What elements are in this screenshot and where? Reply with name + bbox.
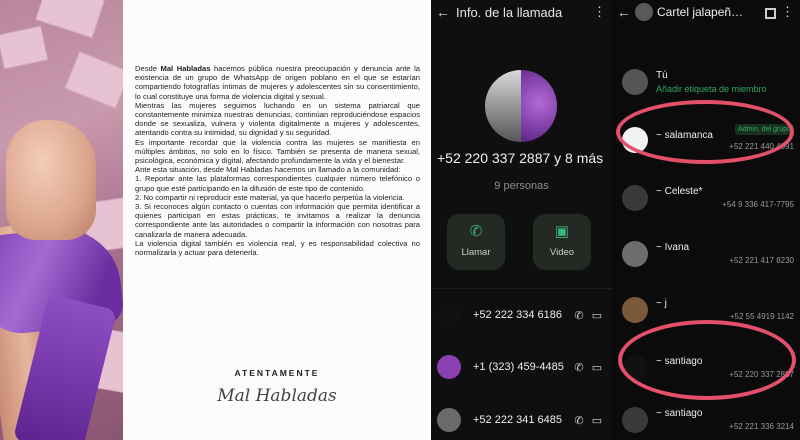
add-member-tag-link[interactable]: Añadir etiqueta de miembro [656,84,767,94]
call-button[interactable]: ✆ Llamar [447,214,505,270]
para-4: Ante esta situación, desde Mal Habladas hacemos un llamado a la comunidad: [135,165,401,175]
raised-fist [6,120,96,240]
video-camera-icon[interactable]: ▭ [591,361,603,374]
group-members-screen [612,0,800,440]
back-arrow-icon[interactable]: ← [617,4,631,20]
more-options-icon[interactable]: ⋮ [593,4,606,19]
member-row[interactable]: ~ j +52 55 4919 1142 [612,292,800,326]
avatar [622,69,648,95]
highlight-circle [616,100,794,164]
video-camera-icon[interactable]: ▭ [591,309,603,322]
member-row[interactable]: ~ salamanca +52 221 440 4091 [612,122,800,156]
call-info-header [431,0,612,24]
phone-icon[interactable]: ✆ [574,414,584,427]
video-camera-icon: ▣ [554,223,570,240]
para-7: 3. Si reconoces algún contacto o cuentas con información que permita identificar a quienes participan en estas prácticas, te invitamos a realizar la denuncia correspondiente ante las autoridades o compartir la información con nosotras para canalizarla de manera adecuada. [135,202,420,239]
participant-row[interactable]: +1 (323) 459-4485 ✆ ▭ [431,352,612,382]
para-5: 1. Reportar ante las plataformas correspondientes cualquier número telefónico o grupo que esté participando en la difusión de este tipo de contenido. [135,174,420,193]
para-6: 2. No compartir ni reproducir este material, ya que hacerlo perpetúa la violencia. [135,192,405,202]
avatar [622,407,648,433]
para-3: Es importante recordar que la violencia contra las mujeres se manifiesta en múltiples ámbitos, no solo en lo físico. También se presenta de manera sexual, psicológica, económica y digital, afectando profundamente la vida y el bienestar. [135,137,420,166]
participant-row[interactable]: +52 222 334 6186 ✆ ▭ [431,300,612,330]
call-participants-numbers: +52 220 337 2887 y 8 más [437,150,604,166]
member-row[interactable]: ~ santiago +52 221 336 3214 [612,402,800,436]
statement-document [123,0,431,440]
group-title[interactable]: Cartel jalapeñ… [657,5,744,19]
phone-icon: ✆ [469,223,483,240]
call-info-title: Info. de la llamada [456,4,563,20]
member-you: Tú [656,70,668,81]
qr-code-icon[interactable] [765,8,776,19]
more-options-icon[interactable]: ⋮ [781,4,794,19]
avatar [437,303,461,327]
avatar [622,297,648,323]
protest-photo [0,0,123,440]
member-row[interactable]: ~ Celeste* +54 9 336 417-7795 [612,180,800,214]
video-camera-icon[interactable]: ▭ [591,414,603,427]
avatar [622,185,648,211]
closing: ATENTAMENTE [234,368,320,378]
participant-row[interactable]: +52 222 341 6485 ✆ ▭ [431,405,612,435]
member-row[interactable]: ~ Ivana +52 221 417 8230 [612,236,800,270]
people-count: 9 personas [494,180,549,192]
phone-icon[interactable]: ✆ [574,309,584,322]
admin-badge: Admin. del grupo [735,124,794,135]
group-avatar [485,70,557,142]
call-info-screen [431,0,612,440]
avatar [437,355,461,379]
highlight-circle [618,320,796,400]
para-8: La violencia digital también es violencia real, y es responsabilidad colectiva no normalizarla y actuar para detenerla. [135,238,420,258]
phone-icon[interactable]: ✆ [574,361,584,374]
para-1: Desde Mal Habladas hacemos pública nuestra preocupación y denuncia ante la existencia de un grupo de WhatsApp de origen poblano en el que se estarían compartiendo fotografías íntimas de mujeres y adolescentes sin su consentimiento, lo cual constituye una forma de violencia digital y sexual. [135,64,420,101]
member-row[interactable]: ~ santiago +52 220 337 2887 [612,350,800,384]
avatar [437,408,461,432]
avatar [622,241,648,267]
statement-text [135,64,420,257]
para-2: Mientras las mujeres seguimos luchando en un sistema patriarcal que constantemente minimiza nuestras denuncias, continúan reproduciéndose espacios donde se sexualiza, vulnera y violenta digitalmente a mujeres y adolescentes, atentando contra su intimidad, su dignidad y su seguridad. [135,100,420,138]
group-avatar[interactable] [635,3,653,21]
signature: Mal Habladas [217,386,337,406]
video-button[interactable]: ▣ Video [533,214,591,270]
back-arrow-icon[interactable]: ← [436,4,450,20]
